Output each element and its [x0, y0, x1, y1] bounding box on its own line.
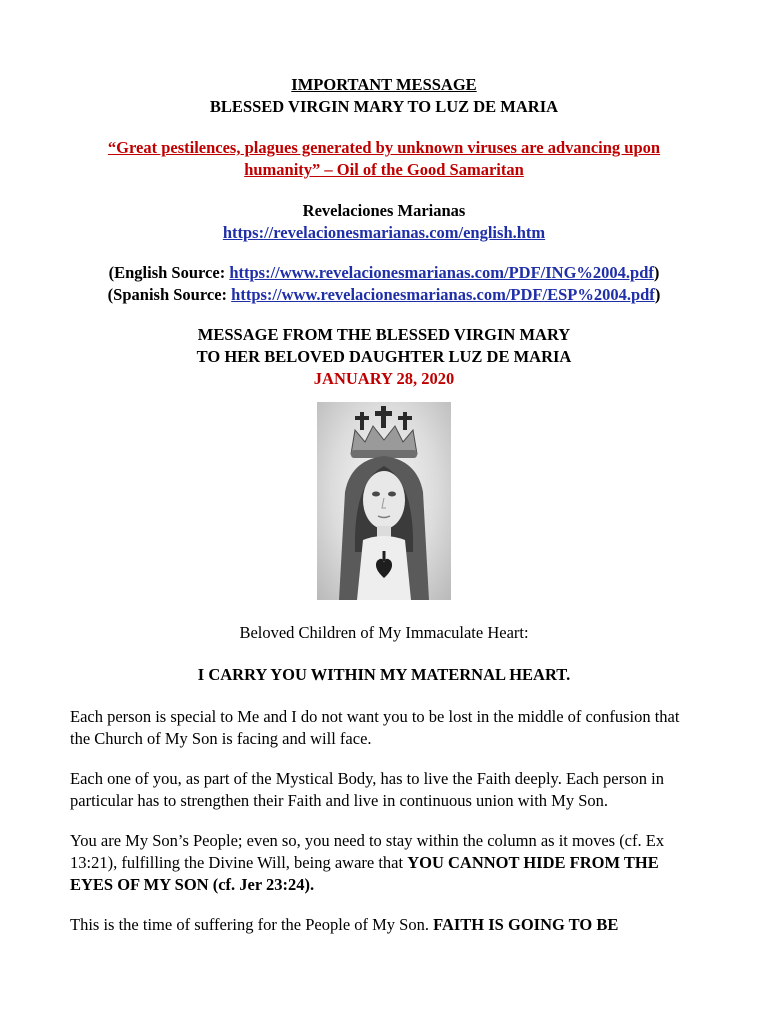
paragraph-4-text: This is the time of suffering for the People of My Son. [70, 915, 434, 934]
quote-block [70, 137, 698, 181]
paragraph-1-text: Each person is special to Me and I do not want you to be lost in the middle of confusion that the Church of My Son is facing and will face. [70, 707, 680, 748]
paragraph-3-text: You are My Son’s People; even so, you need to stay within the column as it moves (cf. Ex 13:21), fulfilling the Divine Will, being aware that [70, 831, 665, 872]
title-line-1: IMPORTANT MESSAGE [291, 75, 477, 94]
message-header-line-2: TO HER BELOVED DAUGHTER LUZ DE MARIA [196, 347, 572, 366]
site-block [70, 200, 698, 244]
site-link[interactable]: https://revelacionesmarianas.com/english.htm [222, 223, 546, 242]
quote-line-1: “Great pestilences, plagues generated by unknown viruses are advancing upon [107, 138, 661, 157]
title-line-2: BLESSED VIRGIN MARY TO LUZ DE MARIA [209, 97, 559, 116]
spanish-source-line: (Spanish Source: https://www.revelacionesmarianas.com/PDF/ESP%2004.pdf) [107, 285, 661, 304]
spanish-source-label: (Spanish Source: [107, 285, 232, 304]
paragraph-4-emphasis: FAITH IS GOING TO BE [433, 915, 619, 934]
paragraph-2 [70, 768, 698, 812]
message-header-block [70, 324, 698, 390]
english-source-link[interactable]: https://www.revelacionesmarianas.com/PDF/ING%2004.pdf [229, 263, 654, 282]
quote-line-2: humanity” – Oil of the Good Samaritan [244, 160, 524, 179]
message-heading: I CARRY YOU WITHIN MY MATERNAL HEART. [197, 665, 571, 684]
english-source-line: (English Source: https://www.revelacionesmarianas.com/PDF/ING%2004.pdf) [108, 263, 660, 282]
english-source-label: (English Source: [108, 263, 230, 282]
virgin-mary-portrait [317, 402, 451, 600]
sources-block [70, 262, 698, 306]
message-date: JANUARY 28, 2020 [313, 369, 455, 388]
paragraph-3 [70, 830, 698, 896]
spanish-source-link[interactable]: https://www.revelacionesmarianas.com/PDF/ESP%2004.pdf [231, 285, 655, 304]
paragraph-1 [70, 706, 698, 750]
paragraph-2-text: Each one of you, as part of the Mystical Body, has to live the Faith deeply. Each person in particular has to strengthen their Faith and live in continuous union with My Son. [70, 769, 664, 810]
salutation: Beloved Children of My Immaculate Heart: [239, 623, 529, 642]
message-header-line-1: MESSAGE FROM THE BLESSED VIRGIN MARY [197, 325, 571, 344]
paragraph-4 [70, 914, 698, 936]
title-block [70, 74, 698, 118]
virgin-mary-image [317, 402, 451, 600]
site-name: Revelaciones Marianas [302, 201, 466, 220]
paragraph-3-emphasis: YOU CANNOT HIDE FROM THE EYES OF MY SON (cf. Jer 23:24). [70, 853, 659, 894]
